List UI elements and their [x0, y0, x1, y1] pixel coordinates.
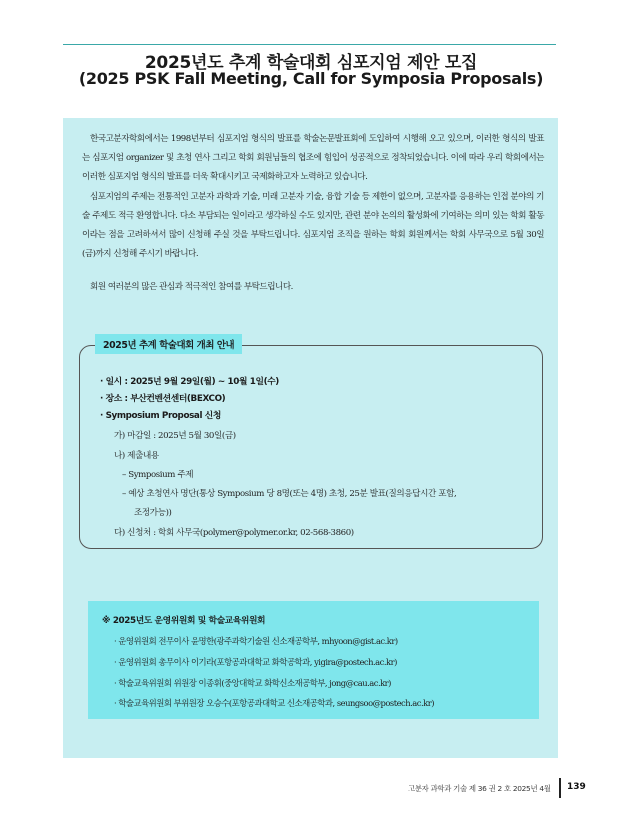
- proposal-applicant: 다) 신청처 : 학회 사무국(polymer@polymer.or.kr, 02-568-3860): [114, 528, 354, 538]
- proposal-deadline: 가) 마감일 : 2025년 5월 30일(금): [114, 431, 236, 441]
- committee-member: · 학술교육위원회 위원장 이종휘(중앙대학교 화학신소재공학부, jong@cau.ac.kr): [114, 678, 391, 688]
- committee-member: · 운영위원회 총무이사 이기라(포항공과대학교 화학공학과, yigira@postech.ac.kr): [114, 657, 397, 667]
- proposal-content-item-speakers-cont: 조정가능)): [134, 508, 172, 518]
- proposal-content-item-speakers: – 예상 초청연사 명단(통상 Symposium 당 8명(또는 4명) 초청, 25분 발표(질의응답시간 포함,: [122, 489, 457, 499]
- proposal-heading: · Symposium Proposal 신청: [100, 411, 221, 421]
- intro-closing: 회원 여러분의 많은 관심과 적극적인 참여를 부탁드립니다.: [90, 282, 293, 293]
- proposal-content-item-topic: – Symposium 주제: [122, 470, 194, 480]
- footer-divider: [559, 778, 561, 798]
- meeting-info-label: 2025년 추계 학술대회 개최 안내: [95, 334, 242, 354]
- intro-text: [82, 130, 544, 298]
- page-title: 2025년도 추계 학술대회 심포지엄 제안 모집: [144, 53, 478, 73]
- page-subtitle: (2025 PSK Fall Meeting, Call for Symposia Proposals): [78, 69, 544, 88]
- committee-title: ※ 2025년도 운영위원회 및 학술교육위원회: [102, 616, 266, 626]
- intro-paragraph-2: 심포지엄의 주제는 전통적인 고분자 과학과 기술, 미래 고분자 기술, 융합 기술 등 제한이 없으며, 고분자를 응용하는 인접 분야의 기술 주제도 적극 환영합니다. 다소 부담되는 일이라고 생각하실 수도 있지만, 관련 분야 논의의 활성화에 기여하는 의미 있는 학회 활동이라는 점을 고려하셔서 많이 신청해 주실 것을 부탁드립니다. 심포지엄 조직을 원하는 학회 회원께서는 학회 사무국으로 5월 30일(금)까지 신청해 주시기 바랍니다.: [82, 191, 544, 260]
- journal-citation: 고분자 과학과 기술 제 36 권 2 호 2025년 4월: [408, 784, 551, 793]
- committee-member: · 학술교육위원회 부위원장 오승수(포항공과대학교 신소재공학과, seungsoo@postech.ac.kr): [114, 698, 434, 708]
- proposal-content-title: 나) 제출내용: [114, 451, 159, 461]
- meeting-venue: · 장소 : 부산컨벤션센터(BEXCO): [100, 394, 226, 404]
- committee-member: · 운영위원회 전무이사 윤명한(광주과학기술원 신소재공학부, mhyoon@gist.ac.kr): [114, 636, 398, 646]
- top-rule: [63, 44, 556, 45]
- meeting-date: · 일시 : 2025년 9월 29일(월) ~ 10월 1일(수): [100, 377, 279, 387]
- intro-paragraph-1: 한국고분자학회에서는 1998년부터 심포지엄 형식의 발표를 학술논문발표회에 도입하여 시행해 오고 있으며, 이러한 형식의 발표는 심포지엄 organizer 및 초청 연사 그리고 학회 회원님들의 협조에 힘입어 성공적으로 정착되었습니다. 이에 따라 우리 학회에서는 이러한 심포지엄 형식의 발표를 더욱 확대시키고 국제화하고자 노력하고 있습니다.: [82, 134, 544, 183]
- page-number: 139: [567, 782, 586, 792]
